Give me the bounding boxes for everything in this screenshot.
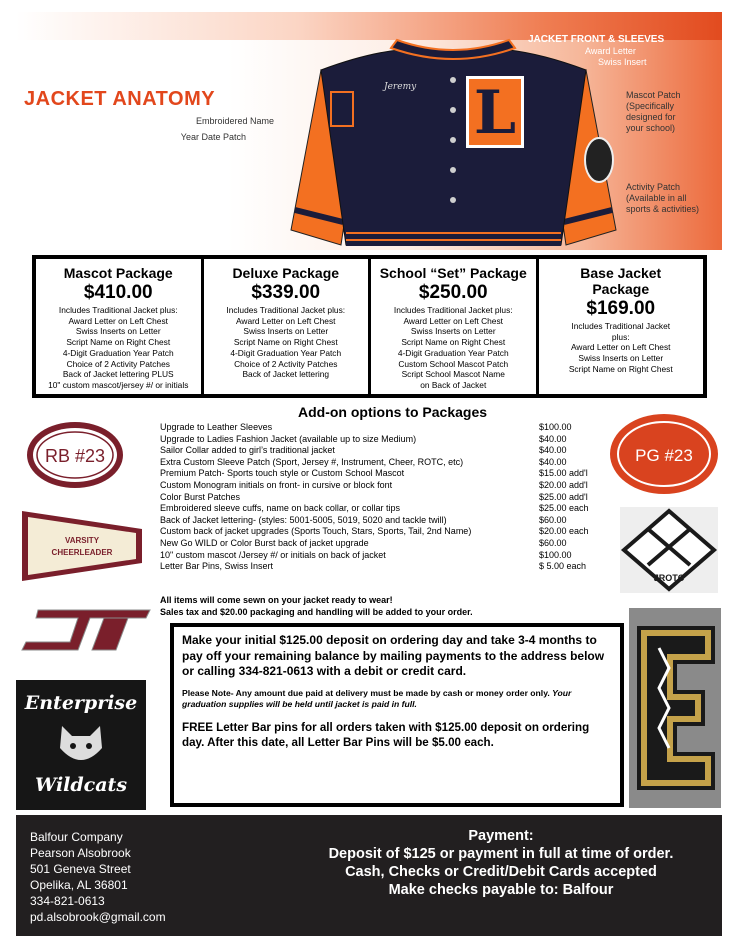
pg23-patch bbox=[608, 412, 720, 496]
pg23-text: PG #23 bbox=[635, 446, 693, 465]
package-school-set bbox=[371, 259, 539, 394]
addon-label: Custom Monogram initials on front- in cursive or block font bbox=[160, 479, 393, 490]
footer bbox=[16, 815, 722, 936]
package-feature: Script Name on Right Chest bbox=[401, 337, 506, 348]
package-feature: Script School Mascot Name bbox=[401, 369, 505, 380]
addon-row bbox=[160, 422, 610, 434]
enterprise-text: Enterprise bbox=[24, 692, 138, 714]
addon-price: $ 5.00 each bbox=[539, 561, 587, 572]
addon-price: $40.00 bbox=[539, 456, 567, 467]
package-feature: Swiss Inserts on Letter bbox=[243, 326, 329, 337]
addon-label: Letter Bar Pins, Swiss Insert bbox=[160, 561, 274, 572]
addon-price: $15.00 add'l bbox=[539, 468, 588, 479]
mascot-patch-line: designed for bbox=[626, 112, 676, 122]
package-feature: Choice of 2 Activity Patches bbox=[234, 358, 338, 369]
addon-label: Upgrade to Leather Sleeves bbox=[160, 422, 273, 432]
cheer-megaphone-patch bbox=[18, 505, 146, 585]
addon-row bbox=[160, 480, 610, 492]
package-feature: Script Name on Right Chest bbox=[66, 337, 171, 348]
package-feature: Award Letter on Left Chest bbox=[236, 315, 336, 326]
embroidered-name-label: Embroidered Name bbox=[195, 116, 274, 126]
deposit-note-text: Please Note- Any amount due paid at delivery must be made by cash or money order only. bbox=[182, 687, 550, 698]
deposit-note bbox=[182, 688, 612, 710]
mascot-patch-line: (Specifically bbox=[626, 101, 675, 111]
wildcats-text: Wildcats bbox=[34, 774, 128, 796]
package-feature: Award Letter on Left Chest bbox=[68, 315, 168, 326]
packages-table bbox=[32, 255, 707, 398]
jj-letters-patch bbox=[18, 606, 154, 656]
addon-row bbox=[160, 492, 610, 504]
activity-patch-line: Activity Patch bbox=[626, 182, 681, 192]
package-feature: Custom School Mascot Patch bbox=[398, 358, 509, 369]
package-feature: Script Name on Right Chest bbox=[568, 363, 673, 374]
addon-label: 10" custom mascot /Jersey #/ or initials on back of jacket bbox=[160, 549, 386, 560]
jrotc-patch bbox=[620, 507, 718, 593]
package-mascot bbox=[36, 259, 204, 394]
package-feature: 4-Digit Graduation Year Patch bbox=[62, 347, 174, 358]
addon-price: $25.00 each bbox=[539, 503, 589, 514]
addon-row bbox=[160, 503, 610, 515]
mascot-patch-line: Mascot Patch bbox=[626, 90, 681, 100]
addon-row bbox=[160, 434, 610, 446]
package-feature: 4-Digit Graduation Year Patch bbox=[230, 347, 342, 358]
package-feature: Script Name on Right Chest bbox=[233, 337, 338, 348]
package-name: Base Jacket bbox=[580, 265, 662, 281]
addon-label: Upgrade to Ladies Fashion Jacket (available up to size Medium) bbox=[160, 433, 417, 444]
payment-heading: Payment: bbox=[468, 828, 534, 844]
package-feature: Swiss Inserts on Letter bbox=[578, 353, 664, 364]
addon-price: $25.00 add'l bbox=[539, 491, 588, 502]
package-feature: Swiss Inserts on Letter bbox=[75, 326, 161, 337]
package-feature: on Back of Jacket bbox=[420, 379, 487, 390]
year-date-patch-label: Year Date Patch bbox=[180, 132, 246, 142]
payment-line: Deposit of $125 or payment in full at time of order. bbox=[328, 846, 674, 862]
package-name: Mascot Package bbox=[63, 265, 173, 281]
package-name-line2: Package bbox=[592, 281, 650, 297]
note-line: Sales tax and $20.00 packaging and handling will be added to your order. bbox=[160, 607, 473, 617]
jacket-illustration bbox=[281, 30, 626, 250]
wildcat-face-icon bbox=[56, 722, 106, 768]
payment-info bbox=[296, 827, 706, 899]
addon-row bbox=[160, 526, 610, 538]
company-name: Balfour Company bbox=[30, 830, 123, 844]
note-line: All items will come sewn on your jacket ready to wear! bbox=[160, 595, 393, 605]
package-feature: Includes Traditional Jacket bbox=[571, 321, 671, 331]
deposit-main-text: Make your initial $125.00 deposit on ordering day and take 3-4 months to pay off your remaining balance by mailing payments to the address below or calling 334-821-0613 with a debit or credit card. bbox=[182, 633, 605, 678]
mascot-patch-line: your school) bbox=[626, 123, 676, 133]
package-feature: 4-Digit Graduation Year Patch bbox=[397, 347, 509, 358]
package-feature: Back of Jacket lettering bbox=[242, 369, 330, 380]
addon-label: Extra Custom Sleeve Patch (Sport, Jersey #, Instrument, Cheer, ROTC, etc) bbox=[160, 456, 464, 467]
activity-patch-label bbox=[626, 182, 699, 215]
addon-price: $20.00 each bbox=[539, 526, 589, 537]
package-feature: Swiss Inserts on Letter bbox=[410, 326, 496, 337]
addon-row bbox=[160, 468, 610, 480]
addon-label: Color Burst Patches bbox=[160, 491, 241, 502]
payment-line: Cash, Checks or Credit/Debit Cards accepted bbox=[345, 864, 657, 880]
addon-price: $100.00 bbox=[539, 422, 572, 432]
package-feature: 10" custom mascot/jersey #/ or initials bbox=[48, 379, 189, 390]
addon-price: $60.00 bbox=[539, 514, 567, 525]
addon-label: Custom back of jacket upgrades (Sports Touch, Stars, Sports, Tail, 2nd Name) bbox=[160, 526, 472, 537]
package-feature: Back of Jacket lettering PLUS bbox=[62, 369, 174, 380]
addon-row bbox=[160, 515, 610, 527]
package-feature: Includes Traditional Jacket plus: bbox=[393, 305, 513, 315]
rb23-patch bbox=[25, 420, 125, 490]
addon-label: Premium Patch- Sports touch style or Custom School Mascot bbox=[160, 468, 405, 479]
package-price: $339.00 bbox=[251, 282, 321, 303]
addons-title: Add-on options to Packages bbox=[298, 404, 488, 420]
addon-row bbox=[160, 538, 610, 550]
order-notes bbox=[160, 594, 473, 618]
mascot-patch-label bbox=[626, 90, 681, 134]
package-feature: Includes Traditional Jacket plus: bbox=[226, 305, 346, 315]
email-address: pd.alsobrook@gmail.com bbox=[30, 910, 166, 924]
package-price: $169.00 bbox=[586, 298, 656, 319]
addon-price: $100.00 bbox=[539, 549, 572, 560]
contact-name: Pearson Alsobrook bbox=[30, 846, 131, 860]
jrotc-text: JROTC bbox=[653, 573, 685, 583]
addon-row bbox=[160, 457, 610, 469]
addon-row bbox=[160, 561, 610, 573]
package-base-jacket bbox=[539, 259, 704, 394]
addons-list bbox=[160, 422, 610, 573]
payment-line: Make checks payable to: Balfour bbox=[388, 882, 614, 898]
award-letter-label: Award Letter bbox=[585, 46, 636, 56]
package-price: $410.00 bbox=[83, 282, 153, 303]
free-letter-bar-offer: FREE Letter Bar pins for all orders taken with $125.00 deposit on ordering day. After this date, all Letter Bar Pins will be $5.00 each. bbox=[182, 720, 590, 749]
e-letter-patch bbox=[629, 608, 721, 808]
addon-price: $20.00 add'l bbox=[539, 479, 588, 490]
package-feature: Includes Traditional Jacket plus: bbox=[58, 305, 178, 315]
rb23-text: RB #23 bbox=[44, 446, 106, 466]
addon-label: New Go WILD or Color Burst back of jacket upgrade bbox=[160, 537, 369, 548]
package-name: Deluxe Package bbox=[232, 265, 340, 281]
enterprise-wildcats-patch bbox=[16, 680, 146, 810]
swiss-insert-label: Swiss Insert bbox=[598, 57, 647, 67]
package-name: School “Set” Package bbox=[379, 265, 527, 281]
street-address: 501 Geneva Street bbox=[30, 862, 131, 876]
addon-row bbox=[160, 445, 610, 457]
award-letter: L bbox=[466, 76, 524, 148]
activity-patch-line: (Available in all bbox=[626, 193, 687, 203]
package-feature: Award Letter on Left Chest bbox=[571, 342, 671, 353]
deposit-note-italic: Your graduation supplies will be held until jacket is paid in full. bbox=[182, 687, 572, 709]
package-deluxe bbox=[204, 259, 372, 394]
hero-banner bbox=[16, 12, 722, 250]
addon-price: $40.00 bbox=[539, 433, 567, 444]
front-sleeves-label: JACKET FRONT & SLEEVES bbox=[528, 34, 665, 45]
deposit-box bbox=[170, 623, 624, 807]
jacket-anatomy-title: JACKET ANATOMY bbox=[24, 88, 216, 110]
phone-number: 334-821-0613 bbox=[30, 894, 105, 908]
addon-price: $60.00 bbox=[539, 537, 567, 548]
addon-label: Sailor Collar added to girl’s traditional jacket bbox=[160, 445, 335, 456]
addon-label: Back of Jacket lettering- (styles: 5001-5005, 5019, 5020 and tackle twill) bbox=[160, 514, 447, 525]
cheer-line: VARSITY bbox=[64, 536, 100, 545]
contact-info bbox=[30, 829, 166, 925]
package-price: $250.00 bbox=[418, 282, 488, 303]
addon-row bbox=[160, 550, 610, 562]
package-feature: Award Letter on Left Chest bbox=[403, 315, 503, 326]
cheer-line: CHEERLEADER bbox=[51, 548, 113, 557]
script-name: Jeremy bbox=[384, 82, 417, 92]
package-feature: plus: bbox=[611, 331, 630, 342]
city-state-zip: Opelika, AL 36801 bbox=[30, 878, 128, 892]
package-feature: Choice of 2 Activity Patches bbox=[66, 358, 170, 369]
activity-patch-line: sports & activities) bbox=[626, 204, 700, 214]
addon-price: $40.00 bbox=[539, 445, 567, 456]
addon-label: Embroidered sleeve cuffs, name on back collar, or collar tips bbox=[160, 503, 400, 514]
